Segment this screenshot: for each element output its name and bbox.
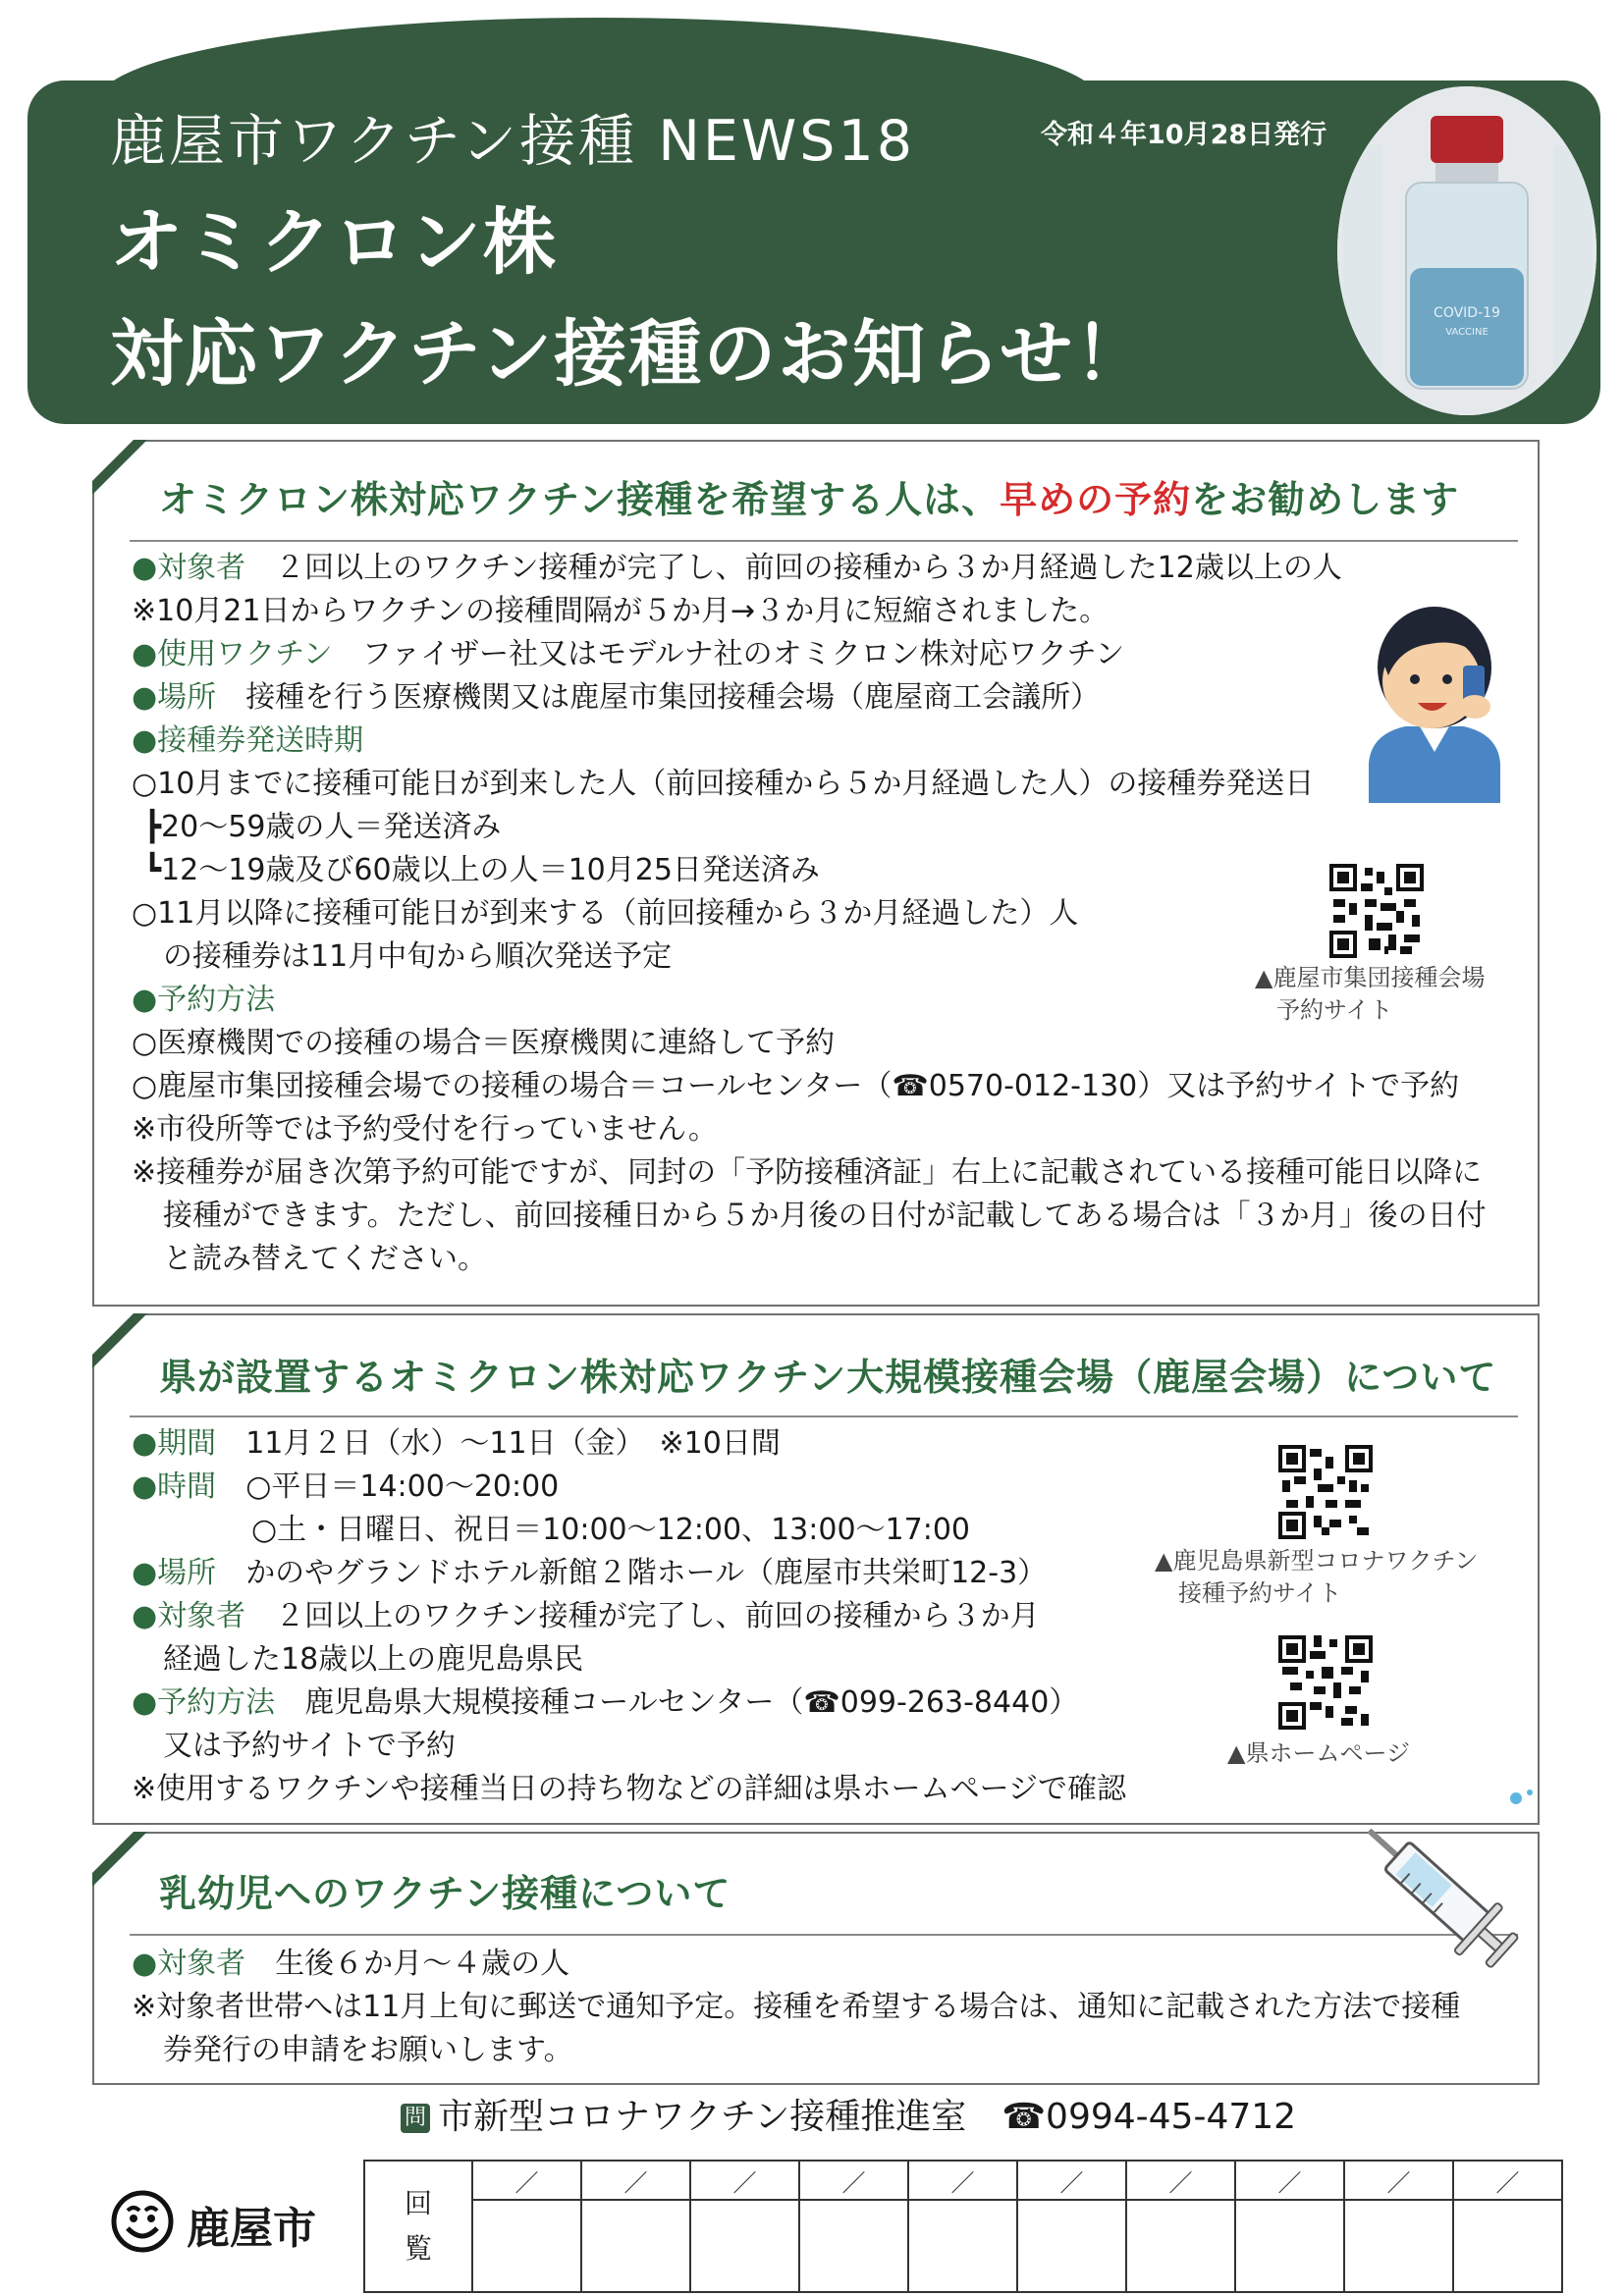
period-row: ●期間 11月２日（水）～11日（金） ※10日間 [132,1426,781,1461]
qr-prefecture-reservation[interactable] [1278,1445,1373,1543]
headline-line1: オミクロン株 [110,200,558,285]
contact-info: 問 市新型コロナワクチン接種推進室 ☎0994-45-4712 [401,2089,1296,2139]
target-row-2: ●対象者 ２回以上のワクチン接種が完了し、前回の接種から３か月 [132,1599,1040,1633]
circ-seal-cell[interactable] [1126,2200,1235,2292]
headline-line2: 対応ワクチン接種のお知らせ！ [110,312,1150,397]
note-ticket-2: 接種ができます。ただし、前回接種日から５か月後の日付が記載してある場合は「３か月」後の日付 [163,1199,1487,1233]
inquiry-icon: 問 [401,2104,430,2133]
section3-title: 乳幼児へのワクチン接種について [159,1872,731,1915]
target-row: ●対象者 ２回以上のワクチン接種が完了し、前回の接種から３か月経過した12歳以上の人 [132,551,1342,585]
reserve-line1: ○医療機関での接種の場合＝医療機関に連絡して予約 [132,1026,836,1060]
section-reservation [92,440,1540,1307]
newsletter-title: 鹿屋市ワクチン接種 NEWS18 [110,109,915,174]
city-name: 鹿屋市 [187,2204,316,2254]
svg-text:VACCINE: VACCINE [1445,327,1489,338]
circ-date-cell[interactable]: ／ [908,2161,1017,2200]
infant-note-2: 券発行の申請をお願いします。 [163,2033,573,2067]
qr-city-reservation[interactable] [1329,864,1424,962]
circ-date-cell[interactable]: ／ [1453,2161,1562,2200]
ticket-line5: の接種券は11月中旬から順次発送予定 [163,939,673,974]
ticket-line2: ┣20～59歳の人＝発送済み [143,810,502,844]
target-row-2b: 経過した18歳以上の鹿児島県民 [163,1642,584,1677]
qr-pref-caption-2: 接種予約サイト [1178,1579,1342,1607]
circ-seal-cell[interactable] [472,2200,581,2292]
section-prefecture-venue [92,1313,1540,1825]
reserve-label: ●予約方法 [132,983,276,1017]
syringe-illustration [1347,1785,1543,1985]
circ-date-cell[interactable]: ／ [1344,2161,1453,2200]
circ-seal-cell[interactable] [799,2200,908,2292]
reserve-row-2b: 又は予約サイトで予約 [163,1729,456,1763]
circ-date-cell[interactable]: ／ [472,2161,581,2200]
ticket-label: ●接種券発送時期 [132,723,364,758]
circ-date-cell[interactable]: ／ [1126,2161,1235,2200]
circ-date-cell[interactable]: ／ [1017,2161,1126,2200]
note-ticket-3: と読み替えてください。 [163,1242,487,1276]
qr-homepage-caption: ▲県ホームページ [1227,1739,1410,1767]
vaccine-row: ●使用ワクチン ファイザー社又はモデルナ社のオミクロン株対応ワクチン [132,637,1125,671]
place-row: ●場所 接種を行う医療機関又は鹿屋市集団接種会場（鹿屋商工会議所） [132,680,1101,715]
circ-date-cell[interactable]: ／ [690,2161,799,2200]
infant-note-1: ※対象者世帯へは11月上旬に郵送で通知予定。接種を希望する場合は、通知に記載された方法で接種 [132,1990,1461,2024]
svg-text:COVID-19: COVID-19 [1434,305,1500,321]
prefecture-note: ※使用するワクチンや接種当日の持ち物などの詳細は県ホームページで確認 [132,1772,1127,1806]
circ-seal-cell[interactable] [1453,2200,1562,2292]
section2-title: 県が設置するオミクロン株対応ワクチン大規模接種会場（鹿屋会場）について [159,1356,1497,1399]
note-ticket-1: ※接種券が届き次第予約可能ですが、同封の「予防接種済証」右上に記載されている接種可能日以降に [132,1155,1483,1190]
vaccine-vial-photo [1337,86,1597,415]
ticket-line4: ○11月以降に接種可能日が到来する（前回接種から３か月経過した）人 [132,896,1079,931]
circ-seal-cell[interactable] [581,2200,690,2292]
circ-seal-cell[interactable] [1017,2200,1126,2292]
time-row-2: ○土・日曜日、祝日＝10:00～12:00、13:00～17:00 [251,1513,970,1547]
section-infant [92,1832,1540,2085]
circulation-label: 回覧 [364,2161,472,2292]
reserve-row-2: ●予約方法 鹿児島県大規模接種コールセンター（☎099-263-8440） [132,1685,1079,1720]
circulation-table [363,2160,1563,2293]
circ-seal-cell[interactable] [1344,2200,1453,2292]
qr-prefecture-homepage[interactable] [1278,1635,1373,1734]
note-city-office: ※市役所等では予約受付を行っていません。 [132,1112,718,1147]
qr-city-caption-2: 予約サイト [1276,996,1393,1024]
ticket-line1: ○10月までに接種可能日が到来した人（前回接種から５か月経過した人）の接種券発送日 [132,767,1315,801]
qr-pref-caption-1: ▲鹿児島県新型コロナワクチン [1155,1547,1479,1575]
time-row: ●時間 ○平日＝14:00～20:00 [132,1469,560,1504]
circ-date-cell[interactable]: ／ [799,2161,908,2200]
infant-target-row: ●対象者 生後６か月～４歳の人 [132,1947,570,1981]
interval-note: ※10月21日からワクチンの接種間隔が５か月→３か月に短縮されました。 [132,594,1110,628]
city-emblem-icon [110,2189,175,2254]
qr-city-caption-1: ▲鹿屋市集団接種会場 [1255,964,1486,991]
circ-seal-cell[interactable] [908,2200,1017,2292]
circ-seal-cell[interactable] [690,2200,799,2292]
circ-seal-cell[interactable] [1235,2200,1344,2292]
issue-date: 令和４年10月28日発行 [1041,120,1327,150]
section1-title: オミクロン株対応ワクチン接種を希望する人は、早めの予約をお勧めします [159,478,1460,521]
circ-date-cell[interactable]: ／ [1235,2161,1344,2200]
kanoya-city-logo [110,2189,316,2258]
ticket-line3: ┗12～19歳及び60歳以上の人＝10月25日発送済み [143,853,820,887]
person-phone-illustration [1361,597,1508,807]
venue-row: ●場所 かのやグランドホテル新館２階ホール（鹿屋市共栄町12-3） [132,1556,1048,1590]
reserve-line2: ○鹿屋市集団接種会場での接種の場合＝コールセンター（☎0570-012-130）又は予約サイトで予約 [132,1069,1460,1103]
circ-date-cell[interactable]: ／ [581,2161,690,2200]
